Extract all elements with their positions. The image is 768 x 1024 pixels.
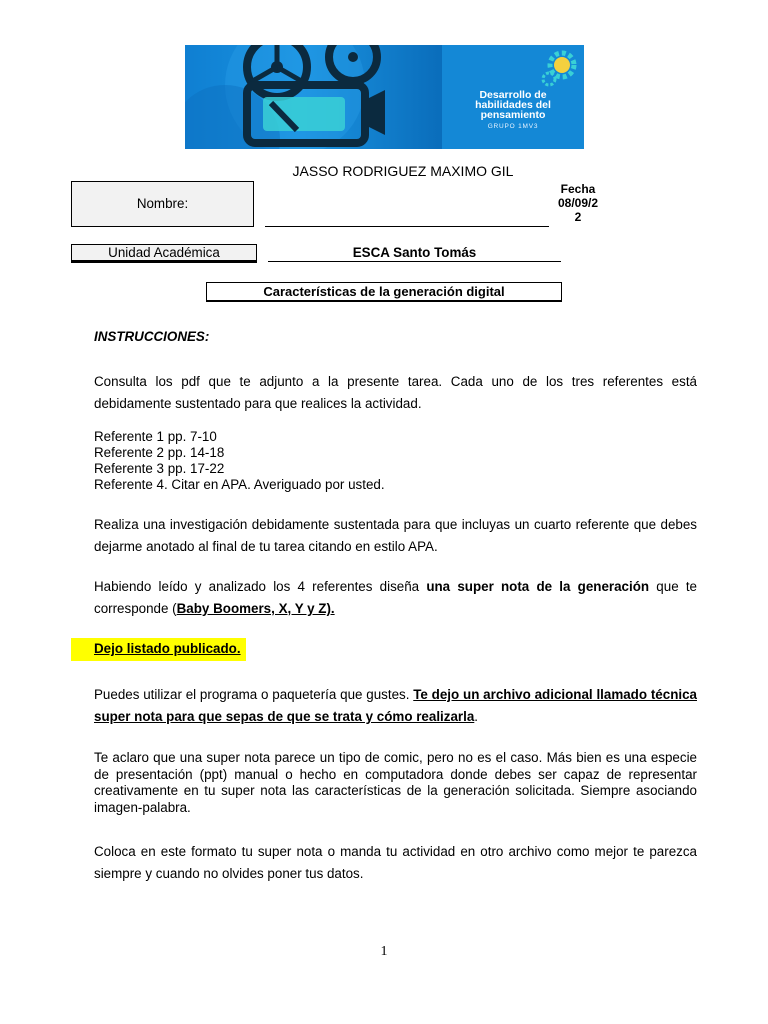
instructions-heading: INSTRUCCIONES:: [94, 329, 210, 344]
page-number: 1: [380, 944, 388, 959]
date-block: [551, 182, 605, 224]
p5-text-a: Puedes utilizar el programa o paquetería que gustes.: [94, 687, 414, 702]
date-label: Fecha: [560, 182, 596, 196]
topic-title: Características de la generación digital: [206, 282, 562, 302]
p3-text-a: Habiendo leído y analizado los 4 referentes diseña: [94, 579, 427, 594]
name-underline: [265, 226, 549, 227]
references-list: [94, 429, 385, 493]
movie-camera-icon: [185, 45, 442, 149]
banner-title-line3: pensamiento: [480, 109, 546, 121]
banner-subtitle: GRUPO 1MV3: [487, 123, 539, 130]
p5-text-c: .: [474, 709, 479, 724]
name-label-box: [71, 181, 254, 227]
p5-text-link: Te dejo un archivo adicional llamado técnica super nota para que sepas de que se trata y cómo realizarla: [94, 687, 697, 724]
reference-item-3: Referente 3 pp. 17-22: [94, 461, 225, 476]
header-banner: [185, 45, 584, 149]
instruction-paragraph-2: Realiza una investigación debidamente sustentada para que incluyas un cuarto referente que debes dejarme anotado al final de tu tarea citando en estilo APA.: [94, 517, 697, 554]
p3-generations: Baby Boomers, X, Y y Z).: [176, 601, 335, 616]
instruction-paragraph-6: Te aclaro que una super nota parece un tipo de comic, pero no es el caso. Más bien es una especie de presentación (ppt) manual o hecho en computadora donde debes ser capaz de representar creativamente en tu super nota las características de la generación solicitada. Siempre asociando imagen-palabra.: [94, 750, 697, 815]
p3-text-bold: una super nota de la generación: [426, 579, 650, 594]
name-label: Nombre:: [136, 196, 189, 211]
reference-item-2: Referente 2 pp. 14-18: [94, 445, 225, 460]
unit-label-box: [71, 244, 257, 263]
student-name: JASSO RODRIGUEZ MAXIMO GIL: [292, 163, 514, 179]
instruction-paragraph-1: Consulta los pdf que te adjunto a la presente tarea. Cada uno de los tres referentes está debidamente sustentado para que realices la actividad.: [94, 374, 697, 411]
banner-title-panel: [442, 45, 584, 149]
banner-title-line2: habilidades del: [475, 99, 551, 111]
instruction-paragraph-7: Coloca en este formato tu super nota o manda tu actividad en otro archivo como mejor te parezca siempre y cuando no olvides poner tus datos.: [94, 844, 697, 881]
reference-item-1: Referente 1 pp. 7-10: [94, 429, 217, 444]
reference-item-4: Referente 4. Citar en APA. Averiguado por usted.: [94, 477, 385, 492]
banner-title-line1: Desarrollo de: [479, 89, 547, 101]
instruction-paragraph-3: [94, 576, 697, 620]
date-value-line2: 2: [574, 210, 582, 224]
banner-image: [185, 45, 442, 149]
instruction-paragraph-4: Dejo listado publicado.: [94, 641, 241, 656]
p3-text-c: que te corresponde (: [94, 579, 698, 616]
instruction-paragraph-5: [94, 684, 697, 728]
gear-lightbulb-icon: [540, 49, 580, 89]
unit-label: Unidad Académica: [108, 245, 220, 260]
date-value-line1: 08/09/2: [557, 196, 599, 210]
unit-value: ESCA Santo Tomás: [268, 245, 561, 262]
